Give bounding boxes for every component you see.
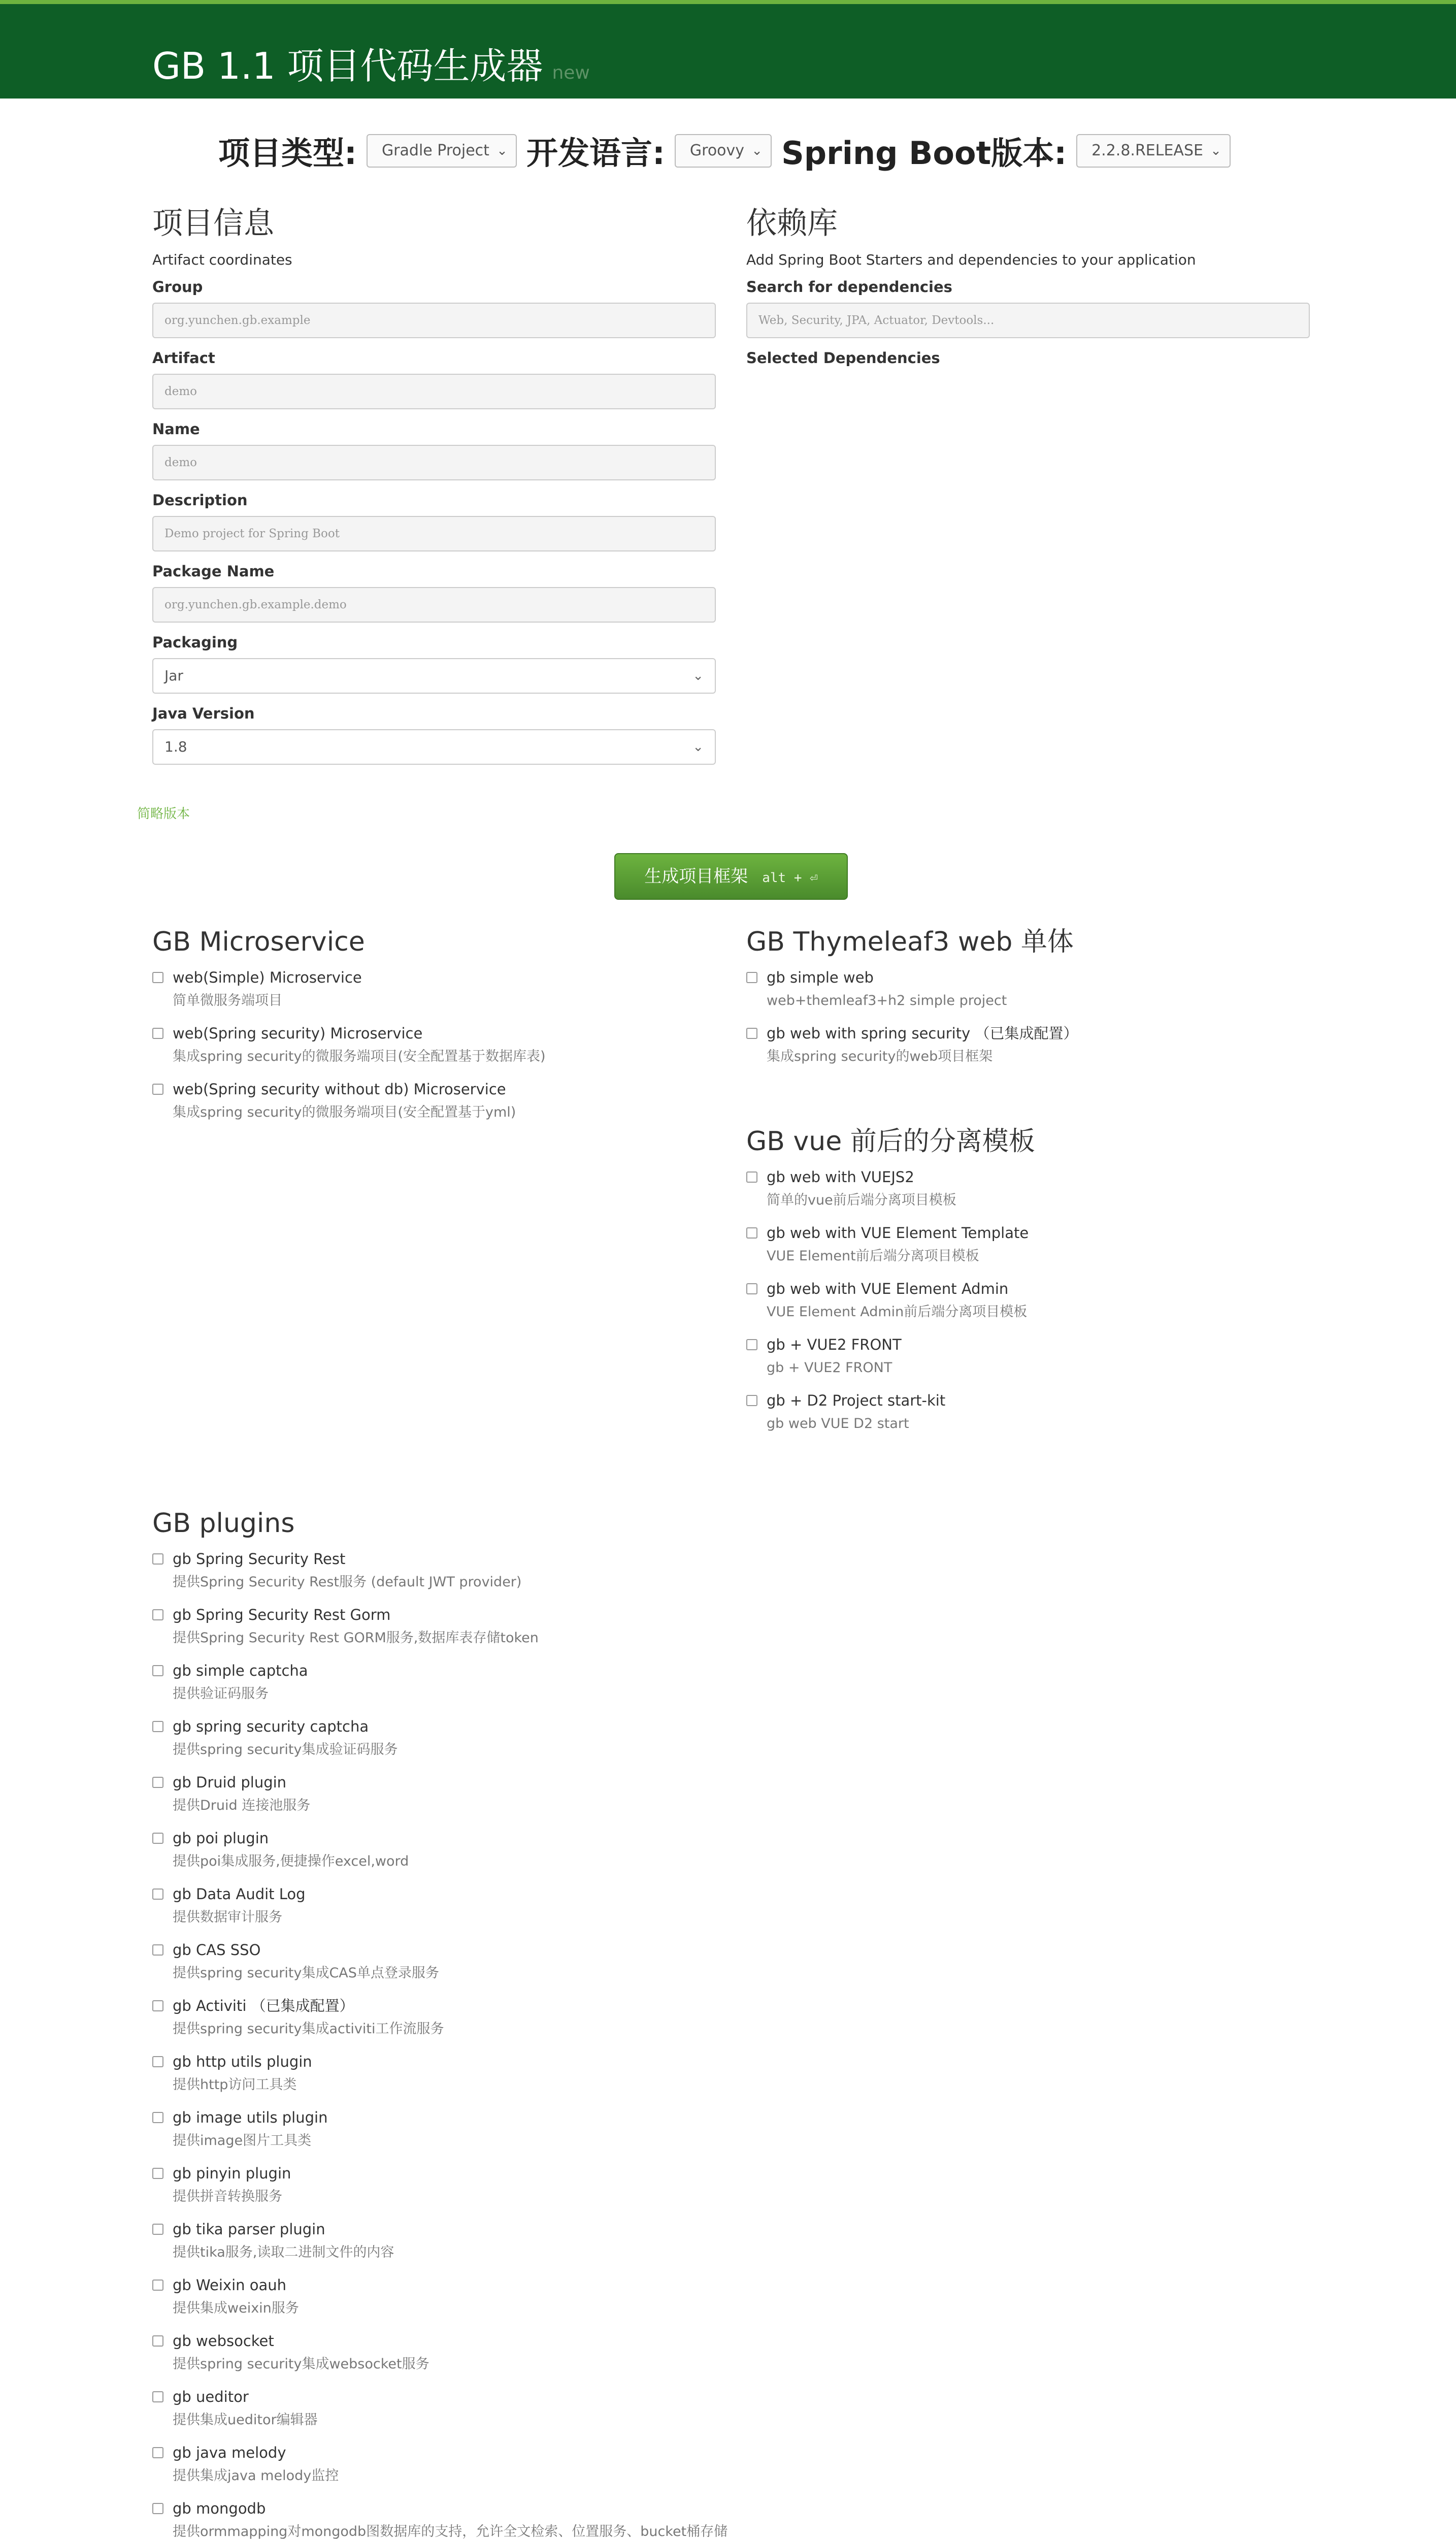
dependency-item[interactable] [152,2051,762,2096]
dependencies-panel [746,203,1310,370]
dependency-checkbox[interactable] [152,972,163,983]
dependency-checkbox[interactable] [152,2391,163,2402]
dependency-name: gb + VUE2 FRONT [767,1336,902,1353]
group-input[interactable]: org.yunchen.gb.example [152,303,716,338]
simple-version-link[interactable]: 简略版本 [137,806,190,822]
dependency-description: 提供Spring Security Rest GORM服务,数据库表存储token [173,1630,539,1646]
dependency-name: web(Spring security without db) Microservice [173,1081,506,1098]
dependency-name: gb pinyin plugin [173,2165,291,2182]
project-type-label: 项目类型: [218,135,357,172]
dependency-name: gb Data Audit Log [173,1885,306,1903]
language-value: Groovy [689,141,745,159]
dependency-checkbox[interactable] [152,2000,163,2011]
dependency-checkbox[interactable] [152,1665,163,1676]
project-type-value: Gradle Project [381,141,489,159]
selected-dependencies-label: Selected Dependencies [746,349,940,367]
generate-button-label: 生成项目框架 [644,866,748,887]
dependency-name: gb java melody [173,2444,286,2461]
dependency-item[interactable] [746,1222,1355,1267]
dependency-description: 集成spring security的微服务端项目(安全配置基于数据库表) [173,1049,546,1064]
dependency-description: web+themleaf3+h2 simple project [767,993,1007,1008]
dependency-name: gb Spring Security Rest [173,1550,346,1568]
dependency-name: gb simple captcha [173,1662,308,1679]
packaging-value: Jar [164,667,183,684]
group-title: GB plugins [152,1508,295,1539]
chevron-down-icon: ⌄ [1210,143,1221,158]
search-dependencies-label: Search for dependencies [746,278,952,296]
dependency-item[interactable] [152,1023,762,1067]
boot-version-value: 2.2.8.RELEASE [1091,141,1203,159]
dependency-description: 提供spring security集成CAS单点登录服务 [173,1965,439,1981]
group-title: GB Thymeleaf3 web 单体 [746,927,1074,957]
dependency-item[interactable] [746,1166,1355,1211]
dependency-item[interactable] [152,1995,762,2040]
dependency-name: gb web with spring security （已集成配置） [767,1025,1078,1042]
dependency-description: 提供image图片工具类 [173,2133,312,2149]
dependency-checkbox[interactable] [152,2335,163,2347]
dependency-description: 提供poi集成服务,便捷操作excel,word [173,1853,409,1869]
dependency-name: gb tika parser plugin [173,2221,325,2238]
dependency-checkbox[interactable] [152,1833,163,1844]
dependency-item[interactable] [152,2330,762,2375]
dependency-checkbox[interactable] [152,2168,163,2179]
packaging-label: Packaging [152,634,238,651]
description-input[interactable]: Demo project for Spring Boot [152,516,716,551]
dependency-description: 提供Druid 连接池服务 [173,1798,311,1813]
name-label: Name [152,420,200,438]
project-info-subtitle: Artifact coordinates [152,251,292,268]
dependency-description: VUE Element Admin前后端分离项目模板 [767,1304,1028,1320]
chevron-down-icon: ⌄ [692,668,704,683]
dependency-checkbox[interactable] [746,972,757,983]
dependency-description: 提供http访问工具类 [173,2077,297,2093]
dependency-checkbox[interactable] [746,1395,757,1406]
dependency-name: gb http utils plugin [173,2053,312,2070]
dependency-name: gb image utils plugin [173,2109,328,2126]
dependency-description: 简单的vue前后端分离项目模板 [767,1192,956,1208]
dependency-description: VUE Element前后端分离项目模板 [767,1248,979,1264]
dependency-name: gb Activiti （已集成配置） [173,1997,354,2014]
dependency-description: 简单微服务端项目 [173,993,282,1008]
dependency-checkbox[interactable] [746,1283,757,1294]
app-title [152,37,590,89]
dependency-checkbox[interactable] [152,1777,163,1788]
name-input[interactable]: demo [152,445,716,480]
language-label: 开发语言: [526,135,665,172]
dependency-item[interactable] [152,1079,762,1123]
dependency-description: 集成spring security的web项目框架 [767,1049,993,1064]
dependency-item[interactable] [152,2163,762,2207]
dependency-name: gb ueditor [173,2388,249,2405]
top-accent-line [0,0,1456,4]
artifact-label: Artifact [152,349,215,367]
dependency-checkbox[interactable] [152,1889,163,1900]
dependency-item[interactable] [746,967,1355,1012]
dependency-checkbox[interactable] [152,2224,163,2235]
dependency-checkbox[interactable] [152,1609,163,1620]
dependencies-title: 依赖库 [746,206,838,241]
dependency-name: gb Druid plugin [173,1774,287,1791]
dependency-description: 集成spring security的微服务端项目(安全配置基于yml) [173,1104,516,1120]
dependency-item[interactable] [152,1772,762,1816]
artifact-input[interactable]: demo [152,374,716,409]
dependency-name: gb spring security captcha [173,1718,369,1735]
dependency-description: 提供spring security集成websocket服务 [173,2356,429,2372]
boot-version-select[interactable] [1076,134,1231,168]
dependency-item[interactable] [152,1939,762,1984]
dependency-name: gb + D2 Project start-kit [767,1392,946,1409]
project-info-panel [152,203,716,765]
app-header [0,4,1456,99]
dependency-checkbox[interactable] [746,1171,757,1183]
dependency-description: 提供spring security集成activiti工作流服务 [173,2021,444,2037]
chevron-down-icon: ⌄ [692,739,704,755]
dependency-checkbox[interactable] [152,2112,163,2123]
dependency-checkbox[interactable] [152,1028,163,1039]
group-title: GB vue 前后的分离模板 [746,1126,1035,1157]
boot-version-label: Spring Boot版本: [781,135,1067,172]
dependency-checkbox[interactable] [152,1084,163,1095]
dependency-name: gb Spring Security Rest Gorm [173,1606,391,1623]
dependency-item[interactable] [746,1390,1355,1435]
dependency-checkbox[interactable] [152,2056,163,2067]
package-name-input[interactable]: org.yunchen.gb.example.demo [152,587,716,623]
search-dependencies-input[interactable]: Web, Security, JPA, Actuator, Devtools... [746,303,1310,338]
dependency-item[interactable] [152,1716,762,1761]
dependency-description: 提供集成weixin服务 [173,2300,299,2316]
dependency-checkbox[interactable] [152,1944,163,1956]
dependency-item[interactable] [746,1278,1355,1323]
java-version-label: Java Version [152,705,255,722]
dependency-item[interactable] [152,2442,762,2487]
dependency-checkbox[interactable] [746,1339,757,1350]
dependency-name: gb web with VUEJS2 [767,1168,914,1186]
dependency-item[interactable] [152,2498,762,2539]
project-info-title: 项目信息 [152,206,274,241]
description-label: Description [152,492,248,509]
generate-button-shortcut: alt + ⏎ [762,870,818,886]
package-name-label: Package Name [152,563,275,580]
dependency-checkbox[interactable] [152,1721,163,1732]
dependency-item[interactable] [152,2219,762,2263]
group-title: GB Microservice [152,927,365,957]
project-type-select[interactable] [367,134,517,168]
chevron-down-icon: ⌄ [497,143,508,158]
project-type-bar [0,128,1456,179]
dependency-description: 提供集成java melody监控 [173,2468,339,2484]
dependency-description: 提供集成ueditor编辑器 [173,2412,318,2428]
dependency-name: gb mongodb [173,2500,266,2517]
dependency-name: gb web with VUE Element Admin [767,1280,1009,1297]
language-select[interactable] [675,134,772,168]
dependency-checkbox[interactable] [746,1227,757,1239]
dependency-checkbox[interactable] [746,1028,757,1039]
dependency-item[interactable] [152,1548,762,1593]
dependency-checkbox[interactable] [152,2280,163,2291]
dependency-name: gb CAS SSO [173,1941,261,1959]
dependency-description: 提供拼音转换服务 [173,2189,282,2204]
dependency-description: gb web VUE D2 start [767,1416,909,1431]
dependency-item[interactable] [152,1828,762,1872]
dependency-checkbox[interactable] [152,1553,163,1565]
dependency-name: gb poi plugin [173,1830,269,1847]
dependency-item[interactable] [746,1334,1355,1379]
group-vue [746,1124,1355,1435]
dependency-checkbox[interactable] [152,2503,163,2514]
dependency-name: gb web with VUE Element Template [767,1224,1029,1242]
packaging-select[interactable] [152,658,716,694]
dependency-description: gb + VUE2 FRONT [767,1360,892,1376]
dependency-checkbox[interactable] [152,2447,163,2458]
generate-project-button[interactable] [614,853,848,900]
dependency-item[interactable] [152,1883,762,1928]
group-label: Group [152,278,203,296]
dependency-description: 提供tika服务,读取二进制文件的内容 [173,2244,394,2260]
dependencies-subtitle: Add Spring Boot Starters and dependencies to your application [746,251,1196,268]
group-thymeleaf [746,924,1355,1067]
dependency-description: 提供ormmapping对mongodb图数据库的支持，允许全文检索、位置服务、bucket桶存储 [173,2524,728,2539]
dependency-name: web(Simple) Microservice [173,969,362,986]
app-title-text: GB 1.1 项目代码生成器 [152,45,543,87]
java-version-value: 1.8 [164,738,187,755]
chevron-down-icon: ⌄ [751,143,763,158]
dependency-item[interactable] [152,2107,762,2152]
dependency-description: 提供spring security集成验证码服务 [173,1742,398,1757]
dependency-name: gb Weixin oauh [173,2276,286,2294]
dependency-name: web(Spring security) Microservice [173,1025,423,1042]
dependency-name: gb simple web [767,969,874,986]
dependency-item[interactable] [152,967,762,1012]
java-version-select[interactable] [152,729,716,765]
dependency-description: 提供数据审计服务 [173,1909,282,1925]
dependency-item[interactable] [152,2386,762,2431]
dependency-item[interactable] [746,1023,1355,1067]
dependency-name: gb websocket [173,2332,274,2350]
group-plugins [152,1506,762,2539]
dependency-item[interactable] [152,2274,762,2319]
dependency-item[interactable] [152,1604,762,1649]
dependency-item[interactable] [152,1660,762,1705]
new-badge: new [552,62,590,83]
dependency-description: 提供验证码服务 [173,1686,269,1702]
dependency-description: 提供Spring Security Rest服务 (default JWT provider) [173,1574,522,1590]
group-microservice [152,924,762,1123]
